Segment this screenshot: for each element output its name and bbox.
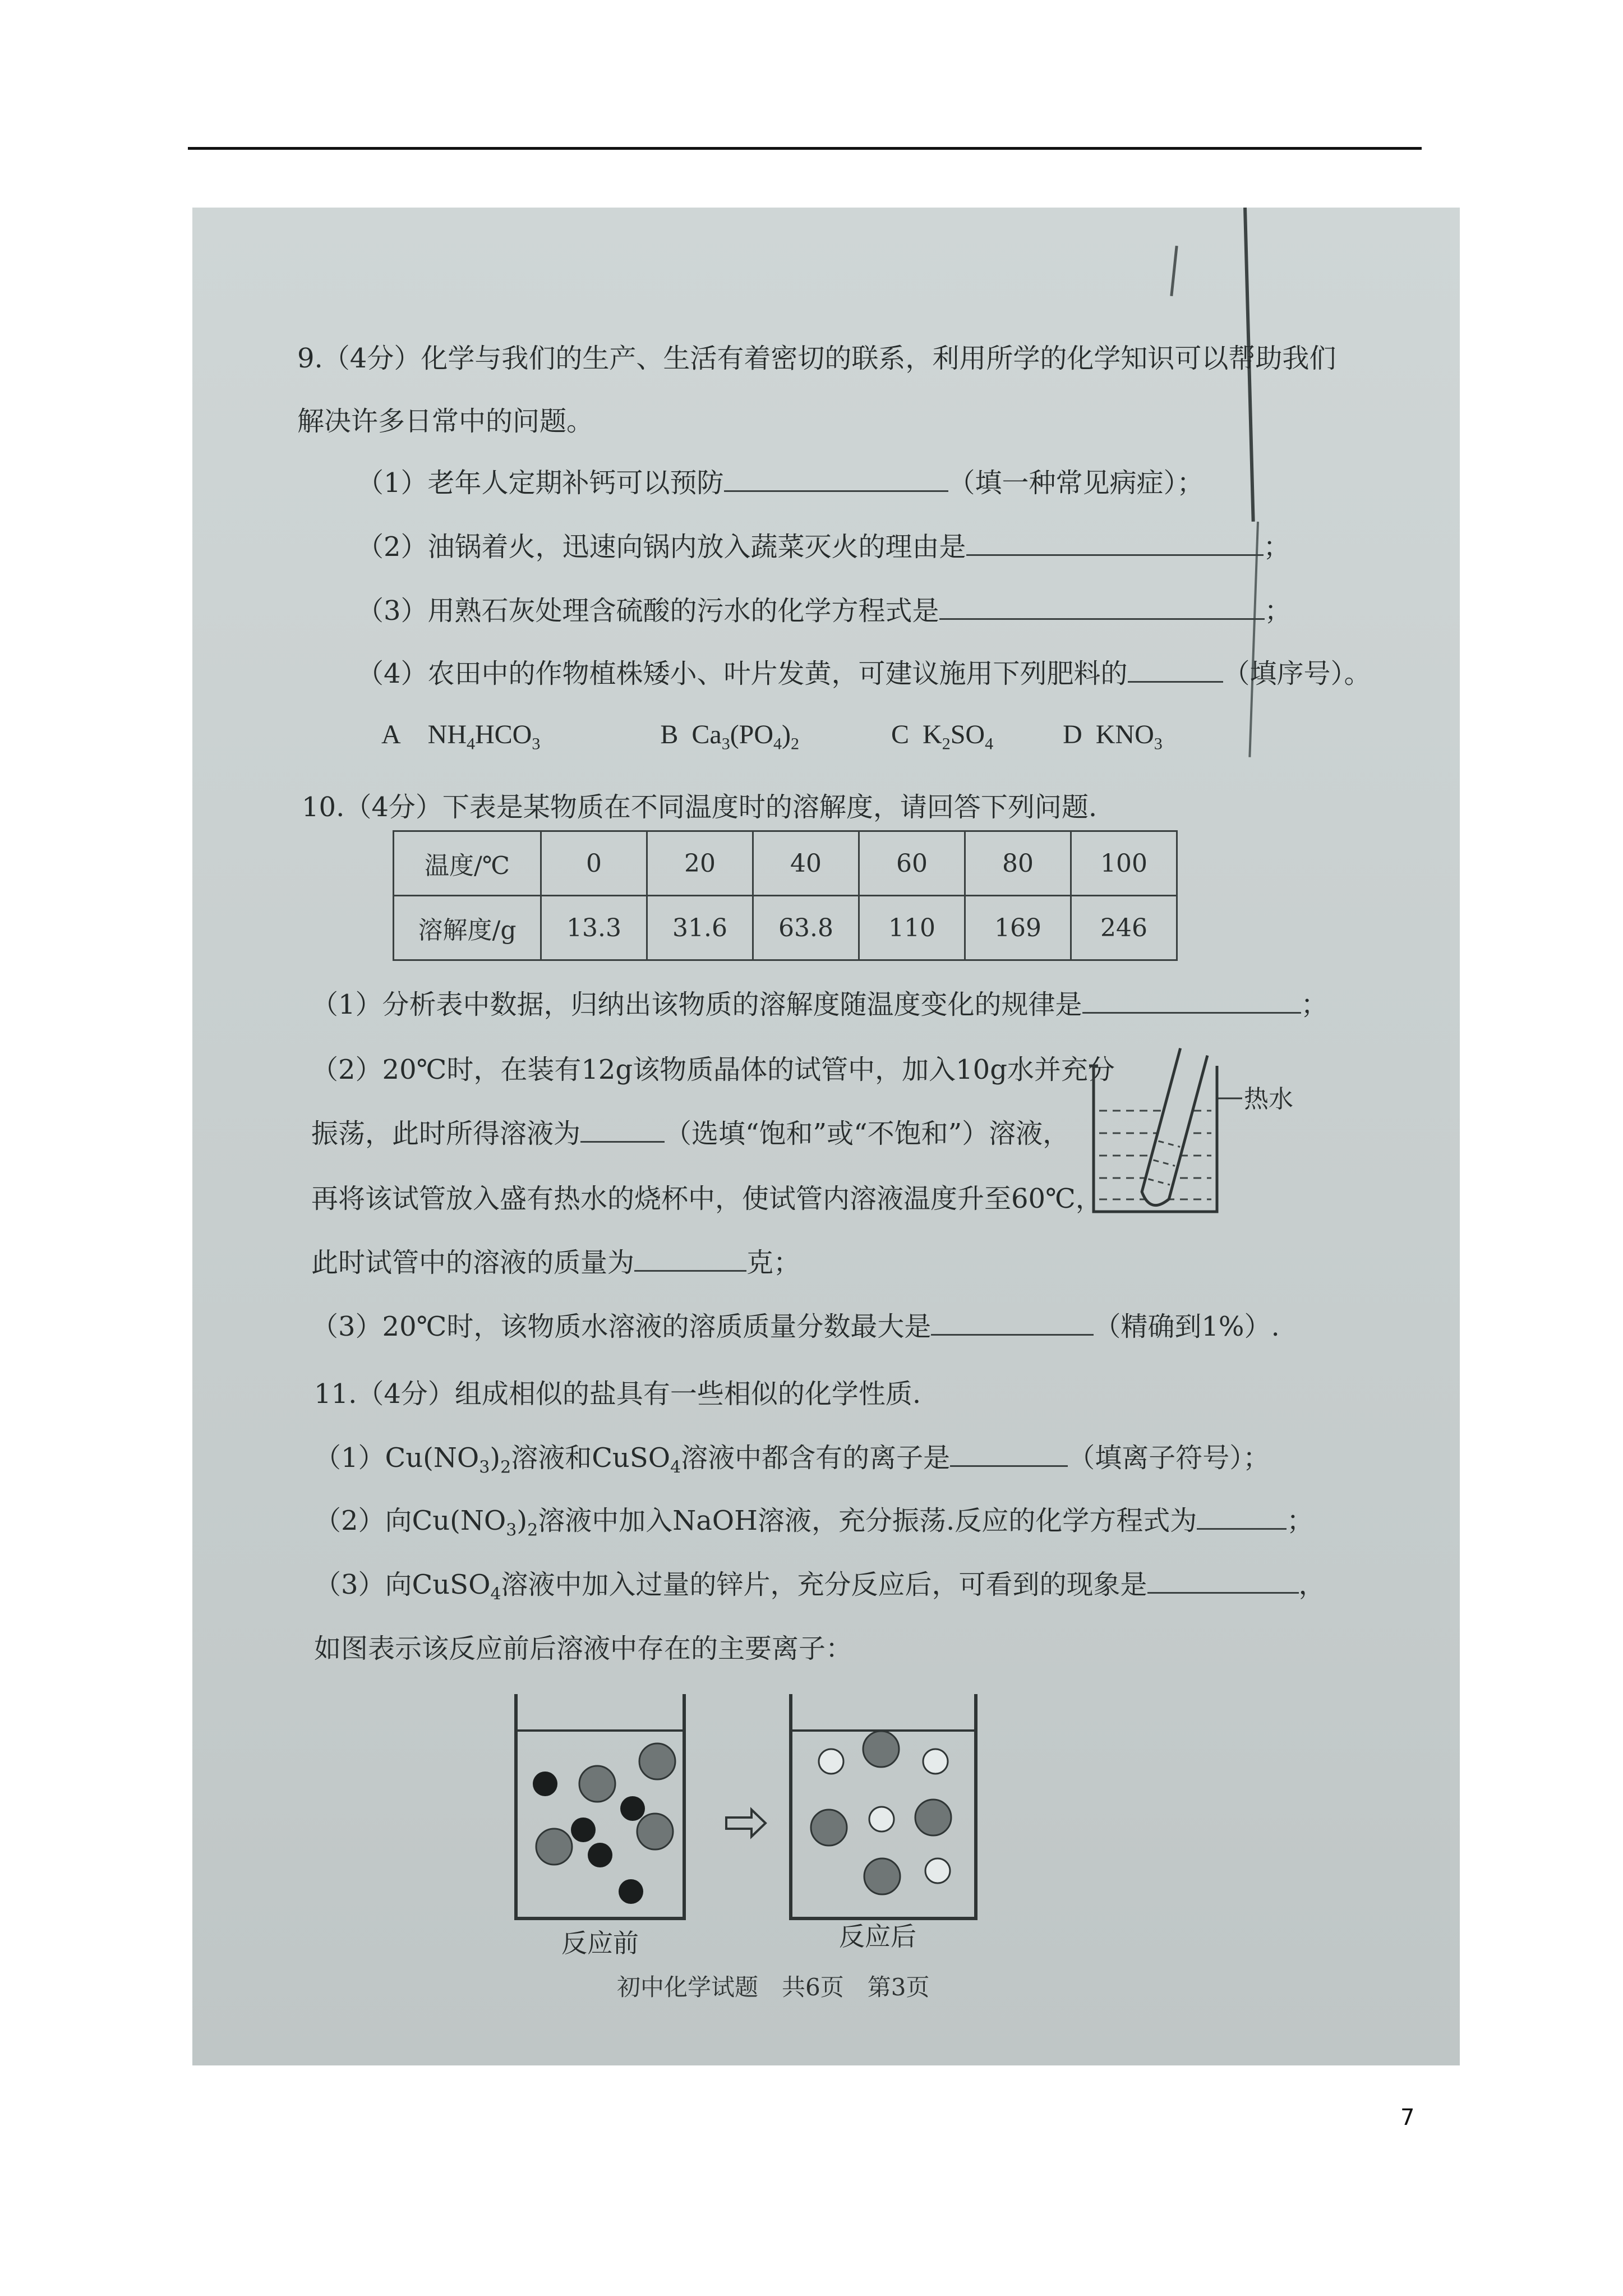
q9-title: 9.（4分）化学与我们的生产、生活有着密切的联系，利用所学的化学知识可以帮助我们 [297,343,1336,374]
q9-part4: （4）农田中的作物植株矮小、叶片发黄，可建议施用下列肥料的 （填序号）。 [357,658,1371,689]
ion-gray [637,1814,673,1849]
answer-blank[interactable] [1197,1506,1287,1530]
answer-blank[interactable] [950,1443,1068,1467]
q10-part2-line2: 振荡，此时所得溶液为 （选填“饱和”或“不饱和”）溶液， [311,1118,1070,1149]
table-cell: 110 [859,896,965,960]
answer-blank[interactable] [966,532,1264,556]
q11-part3: （3）向CuSO$_4$溶液中加入过量的锌片，充分反应后，可看到的现象是 ， [314,1569,1326,1604]
table-cell: 100 [1071,831,1177,896]
ion-gray [863,1731,899,1767]
answer-blank[interactable] [634,1248,746,1272]
table-cell: 80 [965,831,1071,896]
pen-mark [1170,246,1178,296]
q11-part4: 如图表示该反应前后溶液中存在的主要离子： [314,1633,853,1664]
option-a[interactable]: A $NH_4HCO_3$ [381,720,541,753]
q10-part1: （1）分析表中数据，归纳出该物质的溶解度随温度变化的规律是 ； [311,989,1328,1020]
q11-part1: $(1)Cu(NO_3)_2$溶液和CuSO$_4$溶液中都含有的离子是 （填离子符号）； [314,1442,1270,1478]
page-number: 7 [1400,2105,1415,2131]
answer-blank[interactable] [1082,990,1301,1014]
answer-blank[interactable] [724,468,948,492]
q10-part2-line1: （2）20℃时，在装有12g该物质晶体的试管中，加入10g水并充分 [311,1054,1115,1085]
q9-part1: （1）老年人定期补钙可以预防 （填一种常见病症）； [357,467,1204,499]
q11-title: 11.（4分）组成相似的盐具有一些相似的化学性质. [314,1378,921,1410]
q9-part2: （2）油锅着火，迅速向锅内放入蔬菜灭火的理由是 ； [357,531,1290,563]
q10-part3: （3）20℃时，该物质水溶液的溶质质量分数最大是 （精确到1%）. [311,1311,1280,1342]
before-label: 反应前 [561,1928,639,1958]
option-c[interactable]: C $K_2SO_4$ [891,720,994,753]
ion-gray [915,1800,951,1835]
reaction-arrow [726,1810,766,1837]
ion-gray [811,1810,847,1846]
q10-part2-line3: 再将该试管放入盛有热水的烧杯中，使试管内溶液温度升至60℃， [311,1183,1103,1214]
option-b[interactable]: B $Ca_3(PO_4)_2$ [660,720,800,753]
ion-gray [639,1743,675,1779]
answer-blank[interactable] [580,1119,665,1143]
solubility-table [393,830,1178,961]
ion-black [588,1843,612,1867]
ion-black [619,1879,643,1904]
ion-white [925,1858,950,1883]
q10-title: 10.（4分）下表是某物质在不同温度时的溶解度，请回答下列问题. [302,792,1098,823]
answer-blank[interactable] [939,596,1265,620]
q10-part2-line4: 此时试管中的溶液的质量为 克； [311,1247,801,1278]
ion-black [533,1772,557,1796]
table-cell: 60 [859,831,965,896]
table-cell: 20 [647,831,753,896]
after-label: 反应后 [839,1921,916,1952]
answer-blank[interactable] [931,1312,1094,1336]
beaker-before [516,1694,684,1918]
table-row [394,896,1177,960]
table-cell: 63.8 [753,896,859,960]
beaker-diagram [1088,1049,1293,1217]
ion-gray [579,1766,615,1802]
table-row [394,831,1177,896]
table-cell: 169 [965,896,1071,960]
q9-title-cont: 解决许多日常中的问题。 [297,406,594,437]
ion-black [620,1796,645,1821]
table-cell: 13.3 [541,896,647,960]
table-cell: 31.6 [647,896,753,960]
q9-part3: （3）用熟石灰处理含硫酸的污水的化学方程式是 ； [357,595,1292,627]
answer-blank[interactable] [1128,659,1223,683]
header-rule [188,147,1422,150]
ion-beakers-diagram [510,1683,1004,1958]
table-cell: 40 [753,831,859,896]
beaker-after [791,1694,976,1918]
table-cell: 246 [1071,896,1177,960]
table-cell: 0 [541,831,647,896]
q11-part2: （2）向$Cu(NO_3)_2$溶液中加入NaOH溶液，充分振荡.反应的化学方程式为 ； [314,1505,1314,1540]
table-header-cell: 溶解度/g [394,896,541,960]
ion-white [819,1749,843,1774]
ion-white [869,1807,894,1832]
exam-footer: 初中化学试题 共6页 第3页 [617,1973,930,2001]
ion-black [571,1818,596,1842]
q9-options [381,719,1163,754]
ion-gray [864,1858,900,1894]
ion-white [923,1749,948,1774]
hot-water-label: 热水 [1244,1085,1293,1114]
answer-blank[interactable] [1147,1570,1299,1594]
ion-gray [536,1829,572,1865]
table-header-cell: 温度/℃ [394,831,541,896]
option-d[interactable]: D $KNO_3$ [1063,720,1163,753]
